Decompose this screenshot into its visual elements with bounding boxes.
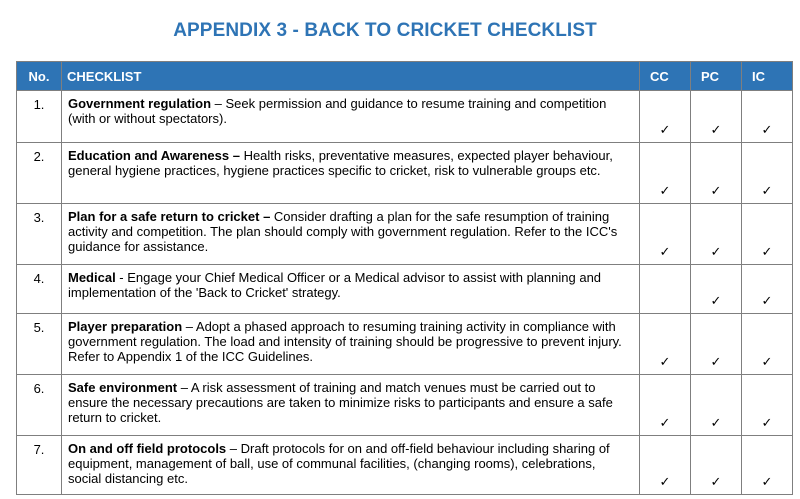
row-text bbox=[62, 91, 640, 143]
check-cc: ✓ bbox=[640, 375, 691, 436]
row-description: – Adopt a phased approach to resuming training activity in compliance with government regulation. The load and intensity of training should be progressive to prevent injury. Refer to Appendix 1 of the ICC Guidelines. bbox=[68, 319, 622, 364]
table-row bbox=[17, 436, 793, 495]
header-checklist: CHECKLIST bbox=[62, 62, 640, 91]
table-row bbox=[17, 143, 793, 204]
row-number: 7. bbox=[17, 436, 62, 495]
row-number: 6. bbox=[17, 375, 62, 436]
row-description: Consider drafting a plan for the safe resumption of training activity and competition. The plan should comply with government regulation. Refer to the ICC's guidance for assistance. bbox=[68, 209, 618, 254]
check-ic: ✓ bbox=[742, 314, 793, 375]
header-pc: PC bbox=[691, 62, 742, 91]
check-pc: ✓ bbox=[691, 265, 742, 314]
check-cc: ✓ bbox=[640, 204, 691, 265]
row-text bbox=[62, 436, 640, 495]
table-row bbox=[17, 314, 793, 375]
check-ic: ✓ bbox=[742, 265, 793, 314]
row-description: Health risks, preventative measures, expected player behaviour, general hygiene practices, hygiene practices specific to cricket, risk to vulnerable groups etc. bbox=[68, 148, 613, 178]
header-ic: IC bbox=[742, 62, 793, 91]
check-pc: ✓ bbox=[691, 314, 742, 375]
row-text bbox=[62, 143, 640, 204]
check-ic: ✓ bbox=[742, 143, 793, 204]
row-description: - Engage your Chief Medical Officer or a Medical advisor to assist with planning and implementation of the 'Back to Cricket' strategy. bbox=[68, 270, 602, 300]
row-title: Government regulation bbox=[68, 96, 212, 111]
check-pc: ✓ bbox=[691, 204, 742, 265]
table-row bbox=[17, 265, 793, 314]
row-title: Medical bbox=[68, 270, 116, 285]
document-title: APPENDIX 3 - BACK TO CRICKET CHECKLIST bbox=[173, 20, 597, 41]
check-ic: ✓ bbox=[742, 204, 793, 265]
table-row bbox=[17, 91, 793, 143]
row-number: 5. bbox=[17, 314, 62, 375]
header-row bbox=[17, 62, 793, 91]
row-description: – A risk assessment of training and match venues must be carried out to ensure the necessary precautions are taken to minimize risks to participants and ensure a safe return to cricket. bbox=[68, 380, 613, 425]
check-cc bbox=[640, 265, 691, 314]
check-cc: ✓ bbox=[640, 91, 691, 143]
row-title: Player preparation bbox=[68, 319, 183, 334]
row-number: 2. bbox=[17, 143, 62, 204]
row-number: 1. bbox=[17, 91, 62, 143]
table-row bbox=[17, 375, 793, 436]
row-title: Safe environment bbox=[68, 380, 178, 395]
check-cc: ✓ bbox=[640, 314, 691, 375]
row-description: – Seek permission and guidance to resume training and competition (with or without spectators). bbox=[68, 96, 607, 126]
check-pc: ✓ bbox=[691, 91, 742, 143]
check-pc: ✓ bbox=[691, 436, 742, 495]
check-pc: ✓ bbox=[691, 143, 742, 204]
row-text bbox=[62, 204, 640, 265]
table-row bbox=[17, 204, 793, 265]
table-header bbox=[17, 62, 793, 91]
check-ic: ✓ bbox=[742, 436, 793, 495]
header-no: No. bbox=[17, 62, 62, 91]
checklist-table bbox=[16, 61, 793, 495]
check-ic: ✓ bbox=[742, 375, 793, 436]
table-body bbox=[17, 91, 793, 495]
row-description: – Draft protocols for on and off-field behaviour including sharing of equipment, management of ball, use of communal facilities, (changing rooms), celebrations, social distancing etc. bbox=[68, 441, 610, 486]
check-cc: ✓ bbox=[640, 143, 691, 204]
row-text bbox=[62, 265, 640, 314]
row-title: Plan for a safe return to cricket – bbox=[68, 209, 271, 224]
row-title: Education and Awareness – bbox=[68, 148, 240, 163]
check-cc: ✓ bbox=[640, 436, 691, 495]
check-ic: ✓ bbox=[742, 91, 793, 143]
row-text bbox=[62, 314, 640, 375]
row-number: 3. bbox=[17, 204, 62, 265]
row-number: 4. bbox=[17, 265, 62, 314]
check-pc: ✓ bbox=[691, 375, 742, 436]
row-text bbox=[62, 375, 640, 436]
row-title: On and off field protocols bbox=[68, 441, 227, 456]
header-cc: CC bbox=[640, 62, 691, 91]
